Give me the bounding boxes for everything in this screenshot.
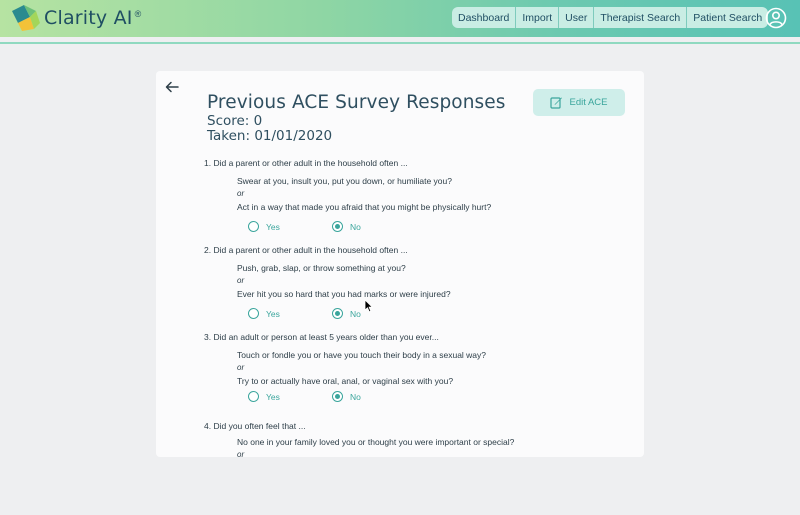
yes-label: Yes	[266, 308, 280, 319]
question-4-line-1: No one in your family loved you or thought you were important or special?	[237, 437, 515, 447]
brand-registered-mark: ®	[134, 9, 142, 19]
question-2-line-1: Push, grab, slap, or throw something at you?	[237, 263, 406, 273]
nav-user[interactable]: User	[558, 7, 593, 28]
question-4-or: or	[237, 450, 245, 457]
radio-checked-icon	[332, 308, 343, 319]
main-nav	[452, 7, 768, 28]
no-label: No	[350, 221, 361, 232]
question-3-line-1: Touch or fondle you or have you touch their body in a sexual way?	[237, 350, 487, 360]
question-3-or: or	[237, 363, 245, 372]
yes-label: Yes	[266, 221, 280, 232]
yes-label: Yes	[266, 391, 280, 402]
survey-card	[156, 71, 644, 457]
taken-date-text: Taken: 01/01/2020	[207, 128, 333, 144]
no-label: No	[350, 308, 361, 319]
question-1-line-2: Act in a way that made you afraid that you might be physically hurt?	[237, 202, 492, 212]
question-3-line-2: Try to or actually have oral, anal, or vaginal sex with you?	[237, 376, 454, 386]
page-title: Previous ACE Survey Responses	[207, 92, 506, 113]
question-2-prompt: 2. Did a parent or other adult in the household often ...	[204, 245, 408, 255]
question-3-yes-radio[interactable]	[248, 391, 280, 402]
clarity-logo-icon	[10, 3, 42, 33]
question-4-prompt: 4. Did you often feel that ...	[204, 421, 306, 431]
radio-checked-icon	[332, 391, 343, 402]
mouse-pointer-icon	[364, 299, 374, 313]
question-1-line-1: Swear at you, insult you, put you down, or humiliate you?	[237, 176, 452, 186]
no-label: No	[350, 391, 361, 402]
brand[interactable]	[10, 3, 141, 33]
question-2-no-radio[interactable]	[332, 308, 361, 319]
nav-therapist-search[interactable]: Therapist Search	[593, 7, 686, 28]
edit-ace-button[interactable]	[533, 89, 625, 116]
radio-checked-icon	[332, 221, 343, 232]
edit-icon	[550, 96, 563, 109]
user-circle-icon[interactable]	[765, 7, 787, 29]
question-1-or: or	[237, 189, 245, 198]
header-divider	[0, 42, 800, 44]
top-nav-bar	[0, 0, 800, 37]
question-1-prompt: 1. Did a parent or other adult in the household often ...	[204, 158, 408, 168]
question-1-yes-radio[interactable]	[248, 221, 280, 232]
question-3-prompt: 3. Did an adult or person at least 5 years older than you ever...	[204, 332, 439, 342]
nav-dashboard[interactable]: Dashboard	[452, 7, 515, 28]
score-text: Score: 0	[207, 113, 263, 129]
nav-import[interactable]: Import	[515, 7, 558, 28]
question-2-line-2: Ever hit you so hard that you had marks or were injured?	[237, 289, 451, 299]
radio-unchecked-icon	[248, 391, 259, 402]
brand-name: Clarity AI	[44, 7, 133, 29]
question-2-yes-radio[interactable]	[248, 308, 280, 319]
edit-ace-label: Edit ACE	[569, 97, 608, 108]
question-1-no-radio[interactable]	[332, 221, 361, 232]
nav-patient-search[interactable]: Patient Search	[686, 7, 768, 28]
question-3-no-radio[interactable]	[332, 391, 361, 402]
arrow-left-icon[interactable]	[164, 79, 180, 95]
question-2-or: or	[237, 276, 245, 285]
radio-unchecked-icon	[248, 308, 259, 319]
radio-unchecked-icon	[248, 221, 259, 232]
